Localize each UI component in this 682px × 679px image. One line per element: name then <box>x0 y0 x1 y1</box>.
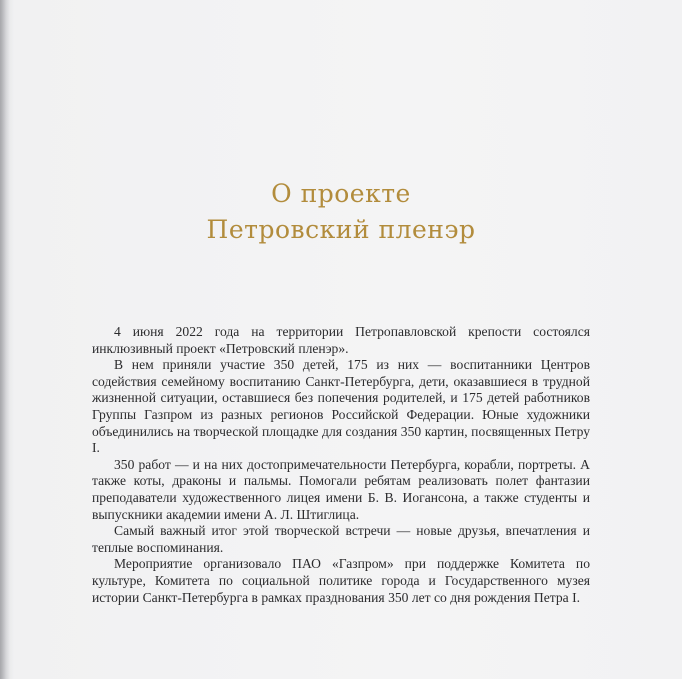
paragraph: 350 работ — и на них достопримечательности Петербурга, корабли, портреты. А также коты, драконы и пальмы. Помогали ребятам реализовать полет фантазии преподаватели художественного лицея имени Б. В. Иогансона, а также студенты и выпускники академии имени А. Л. Штиглица. <box>92 456 590 522</box>
page-title <box>0 176 682 248</box>
paragraph: Мероприятие организовало ПАО «Газпром» при поддержке Комитета по культуре, Комитета по социальной политике города и Государственного музея истории Санкт-Петербурга в рамках празднования 350 лет со дня рождения Петра I. <box>92 556 590 605</box>
paragraph: 4 июня 2022 года на территории Петропавловской крепости состоялся инклюзивный проект «Петровский пленэр». <box>92 324 590 356</box>
paragraph: Самый важный итог этой творческой встречи — новые друзья, впечатления и теплые воспоминания. <box>92 523 590 555</box>
article-body <box>92 324 590 606</box>
paragraph: В нем приняли участие 350 детей, 175 из них — воспитанники Центров содействия семейному воспитанию Санкт-Петербурга, дети, оказавшиеся в трудной жизненной ситуации, оставшиеся без попечения родителей, и 175 детей работников Группы Газпром из разных регионов Российской Федерации. Юные художники объединились на творческой площадке для создания 350 картин, посвященных Петру I. <box>92 357 590 456</box>
page-gutter-shadow <box>0 0 10 679</box>
title-line-2: Петровский пленэр <box>206 215 476 244</box>
title-line-1: О проекте <box>271 179 411 208</box>
